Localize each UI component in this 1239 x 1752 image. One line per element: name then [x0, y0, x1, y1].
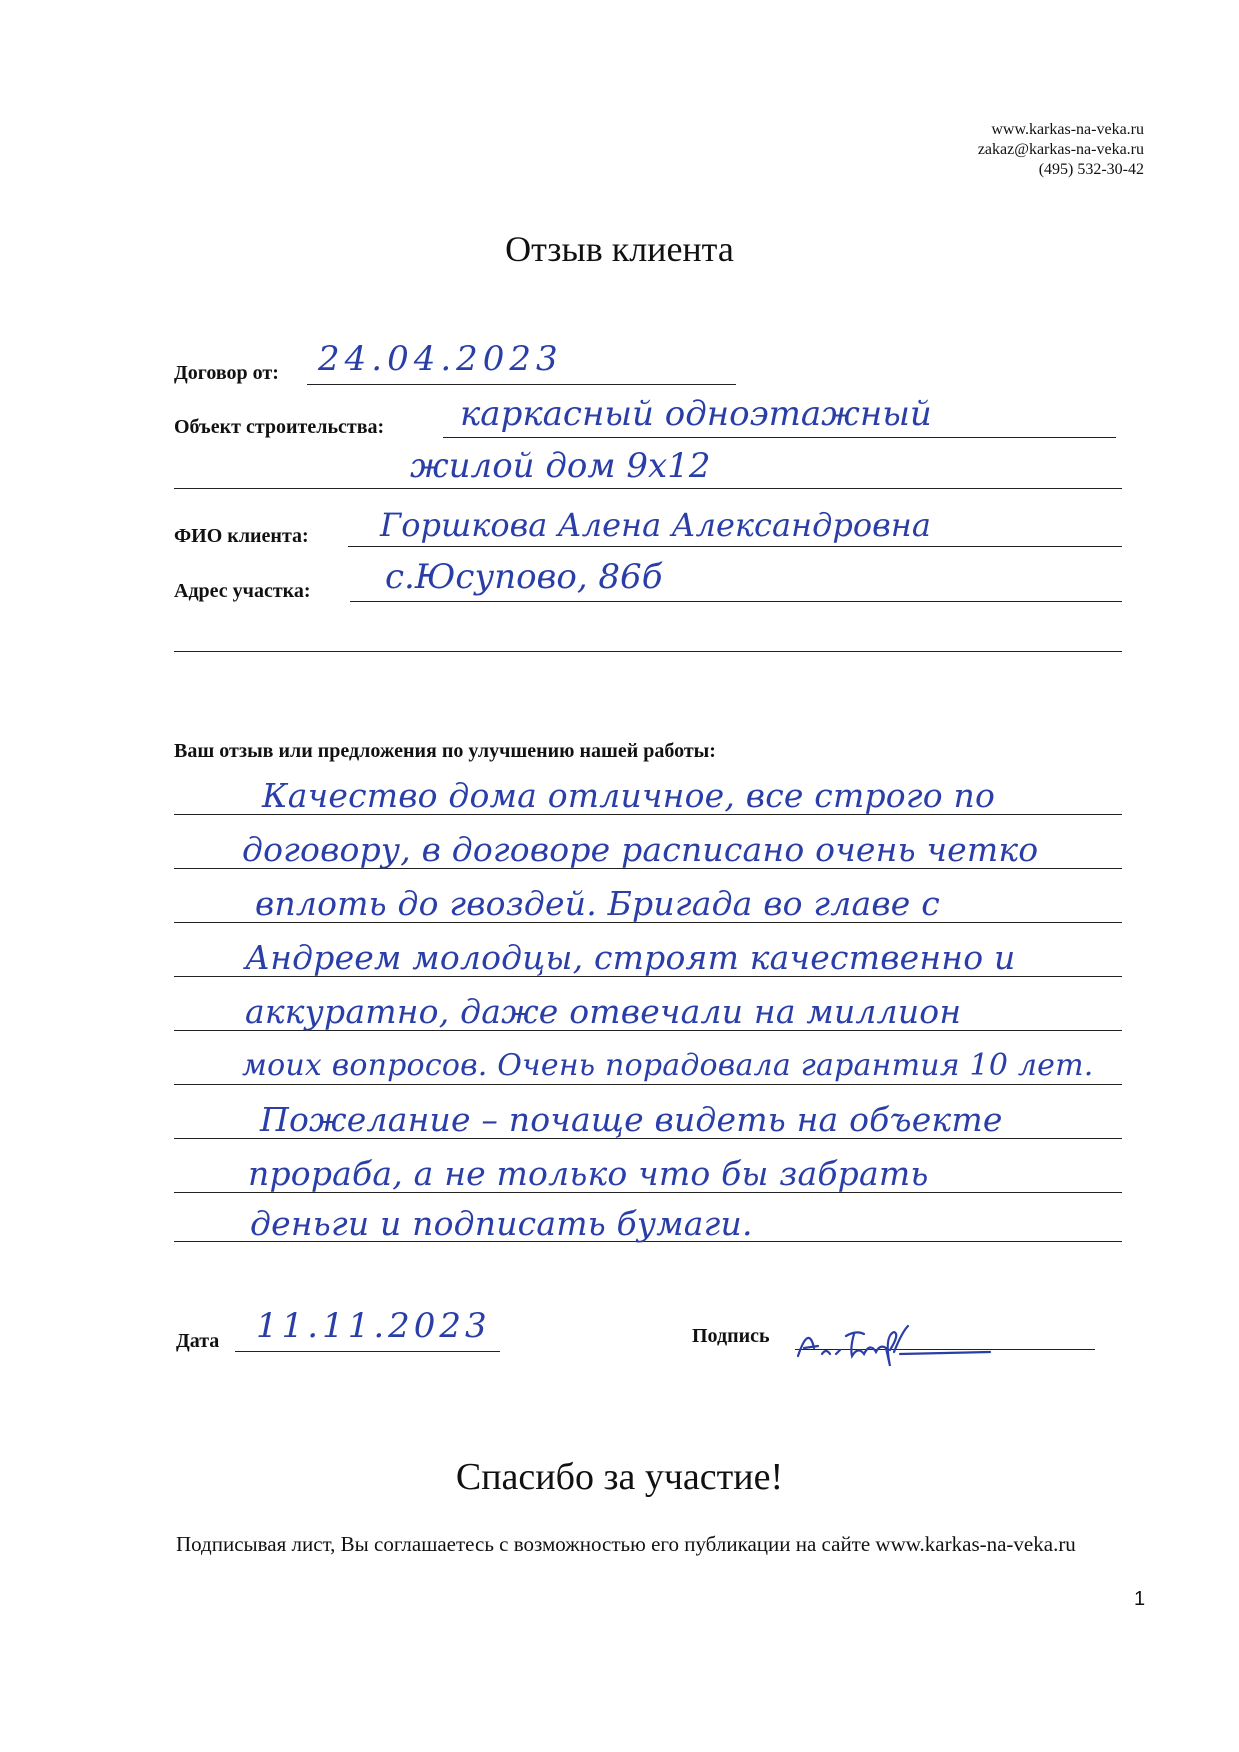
contacts-block — [978, 120, 1144, 180]
object-value-line2: жилой дом 9х12 — [410, 446, 711, 486]
review-line-6: моих вопросов. Очень порадовала гарантия 10 лет. — [242, 1048, 1094, 1083]
client-line — [348, 546, 1122, 547]
page-number: 1 — [1134, 1588, 1146, 1610]
page-title: Отзыв клиента — [505, 229, 734, 269]
consent-text: Подписывая лист, Вы соглашаетесь с возможностью его публикации на сайте www.karkas-na-veka.ru — [176, 1532, 1076, 1556]
review-line-2: договору, в договоре расписано очень четко — [242, 830, 1039, 869]
review-label: Ваш отзыв или предложения по улучшению нашей работы: — [174, 740, 716, 762]
website-text: www.karkas-na-veka.ru — [991, 121, 1144, 138]
address-line-2 — [174, 651, 1122, 652]
date-label: Дата — [176, 1330, 220, 1352]
contract-value: 24.04.2023 — [318, 339, 563, 379]
object-line-2 — [174, 488, 1122, 489]
object-label: Объект строительства: — [174, 416, 385, 438]
date-line — [235, 1351, 500, 1352]
phone-text: (495) 532-30-42 — [1038, 161, 1144, 178]
review-line-9: деньги и подписать бумаги. — [250, 1204, 753, 1243]
email-text: zakaz@karkas-na-veka.ru — [977, 141, 1144, 158]
address-line — [350, 601, 1122, 602]
address-value: с.Юсупово, 86б — [385, 557, 663, 597]
date-value: 11.11.2023 — [256, 1306, 491, 1346]
contract-label: Договор от: — [174, 362, 279, 384]
object-line-1 — [443, 437, 1116, 438]
review-line-1: Качество дома отличное, все строго по — [262, 776, 996, 815]
thanks-heading: Спасибо за участие! — [455, 1456, 784, 1498]
contract-line — [307, 384, 736, 385]
review-line-7: Пожелание – почаще видеть на объекте — [260, 1100, 1003, 1139]
object-value-line1: каркасный одноэтажный — [460, 394, 932, 434]
signature-image — [790, 1318, 1000, 1368]
review-line-3: вплоть до гвоздей. Бригада во главе с — [255, 884, 940, 923]
client-label: ФИО клиента: — [174, 525, 309, 547]
client-value: Горшкова Алена Александровна — [380, 506, 931, 544]
signature-label: Подпись — [692, 1325, 770, 1347]
review-line-4: Андреем молодцы, строят качественно и — [245, 938, 1016, 977]
address-label: Адрес участка: — [174, 580, 311, 602]
review-line-8: прораба, а не только что бы забрать — [248, 1154, 929, 1193]
review-line-5: аккуратно, даже отвечали на миллион — [245, 992, 962, 1031]
